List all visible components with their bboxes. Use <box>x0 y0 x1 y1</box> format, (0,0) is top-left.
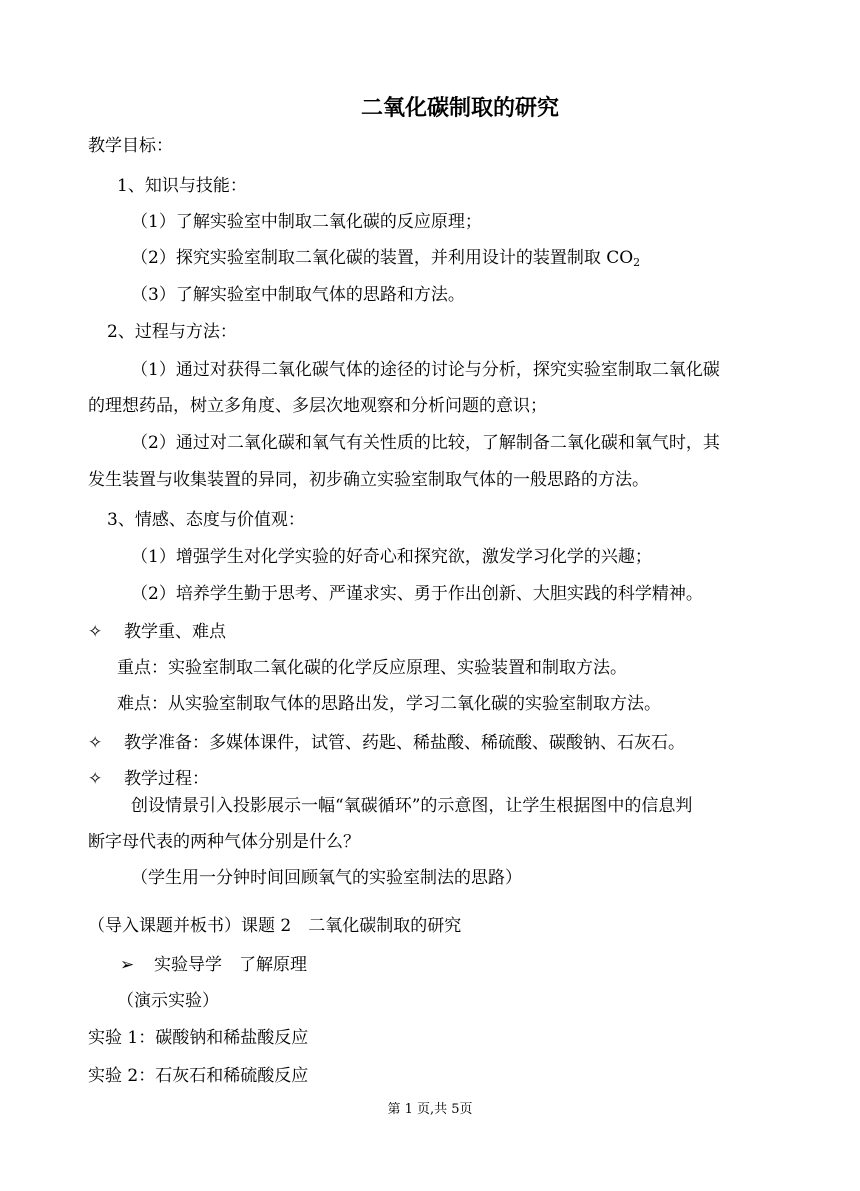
page-footer: 第 1 页,共 5页 <box>387 1102 473 1117</box>
section2-item1-line2: 的理想药品，树立多角度、多层次地观察和分析问题的意识； <box>88 396 547 416</box>
process-para2: （学生用一分钟时间回顾氧气的实验室制法的思路） <box>131 868 522 888</box>
subtopic <box>120 954 307 976</box>
bullet-icon: ✧ <box>88 733 103 753</box>
process-para1-line2: 断字母代表的两种气体分别是什么？ <box>88 832 360 852</box>
preparation-text: 教学准备：多媒体课件，试管、药匙、稀盐酸、稀硫酸、碳酸钠、石灰石。 <box>124 733 685 753</box>
experiment-1: 实验 1：碳酸钠和稀盐酸反应 <box>88 1028 309 1048</box>
section1-heading: 1、知识与技能： <box>117 176 247 196</box>
process-heading-text: 教学过程： <box>124 769 209 789</box>
subtopic-text: 实验导学 了解原理 <box>154 955 307 975</box>
section3-item1: （1）增强学生对化学实验的好奇心和探究欲，激发学习化学的兴趣； <box>131 547 652 567</box>
demo-label: （演示实验） <box>117 991 219 1011</box>
bullet-icon: ✧ <box>88 622 103 642</box>
arrow-bullet-icon: ➢ <box>120 955 135 975</box>
key-points-heading-text: 教学重、难点 <box>124 622 226 642</box>
section1-item1: （1）了解实验室中制取二氧化碳的反应原理； <box>131 212 482 232</box>
key-point: 重点：实验室制取二氧化碳的化学反应原理、实验装置和制取方法。 <box>117 658 627 678</box>
difficulty-point: 难点：从实验室制取气体的思路出发，学习二氧化碳的实验室制取方法。 <box>117 694 661 714</box>
section3-heading: 3、情感、态度与价值观： <box>107 510 305 530</box>
objectives-heading: 教学目标： <box>88 136 173 156</box>
key-points-heading <box>88 621 226 643</box>
co2-subscript: 2 <box>633 256 641 269</box>
section2-item2-line2: 发生装置与收集装置的异同，初步确立实验室制取气体的一般思路的方法。 <box>88 470 649 490</box>
process-heading <box>88 768 209 790</box>
section1-item2-text: （2）探究实验室制取二氧化碳的装置，并利用设计的装置制取 CO <box>131 248 634 268</box>
experiment-2: 实验 2：石灰石和稀硫酸反应 <box>88 1066 309 1086</box>
section2-item1-line1: （1）通过对获得二氧化碳气体的途径的讨论与分析，探究实验室制取二氧化碳 <box>131 360 720 380</box>
preparation <box>88 732 685 754</box>
page-title: 二氧化碳制取的研究 <box>360 95 559 121</box>
section1-item2 <box>131 247 640 274</box>
process-para1-line1: 创设情景引入投影展示一幅“氧碳循环”的示意图，让学生根据图中的信息判 <box>131 796 693 816</box>
lesson-intro: （导入课题并板书）课题 2 二氧化碳制取的研究 <box>88 916 462 936</box>
section2-heading: 2、过程与方法： <box>107 322 237 342</box>
bullet-icon: ✧ <box>88 769 103 789</box>
section3-item2: （2）培养学生勤于思考、严谨求实、勇于作出创新、大胆实践的科学精神。 <box>131 584 703 604</box>
section1-item3: （3）了解实验室中制取气体的思路和方法。 <box>131 285 465 305</box>
section2-item2-line1: （2）通过对二氧化碳和氧气有关性质的比较，了解制备二氧化碳和氧气时，其 <box>131 433 720 453</box>
